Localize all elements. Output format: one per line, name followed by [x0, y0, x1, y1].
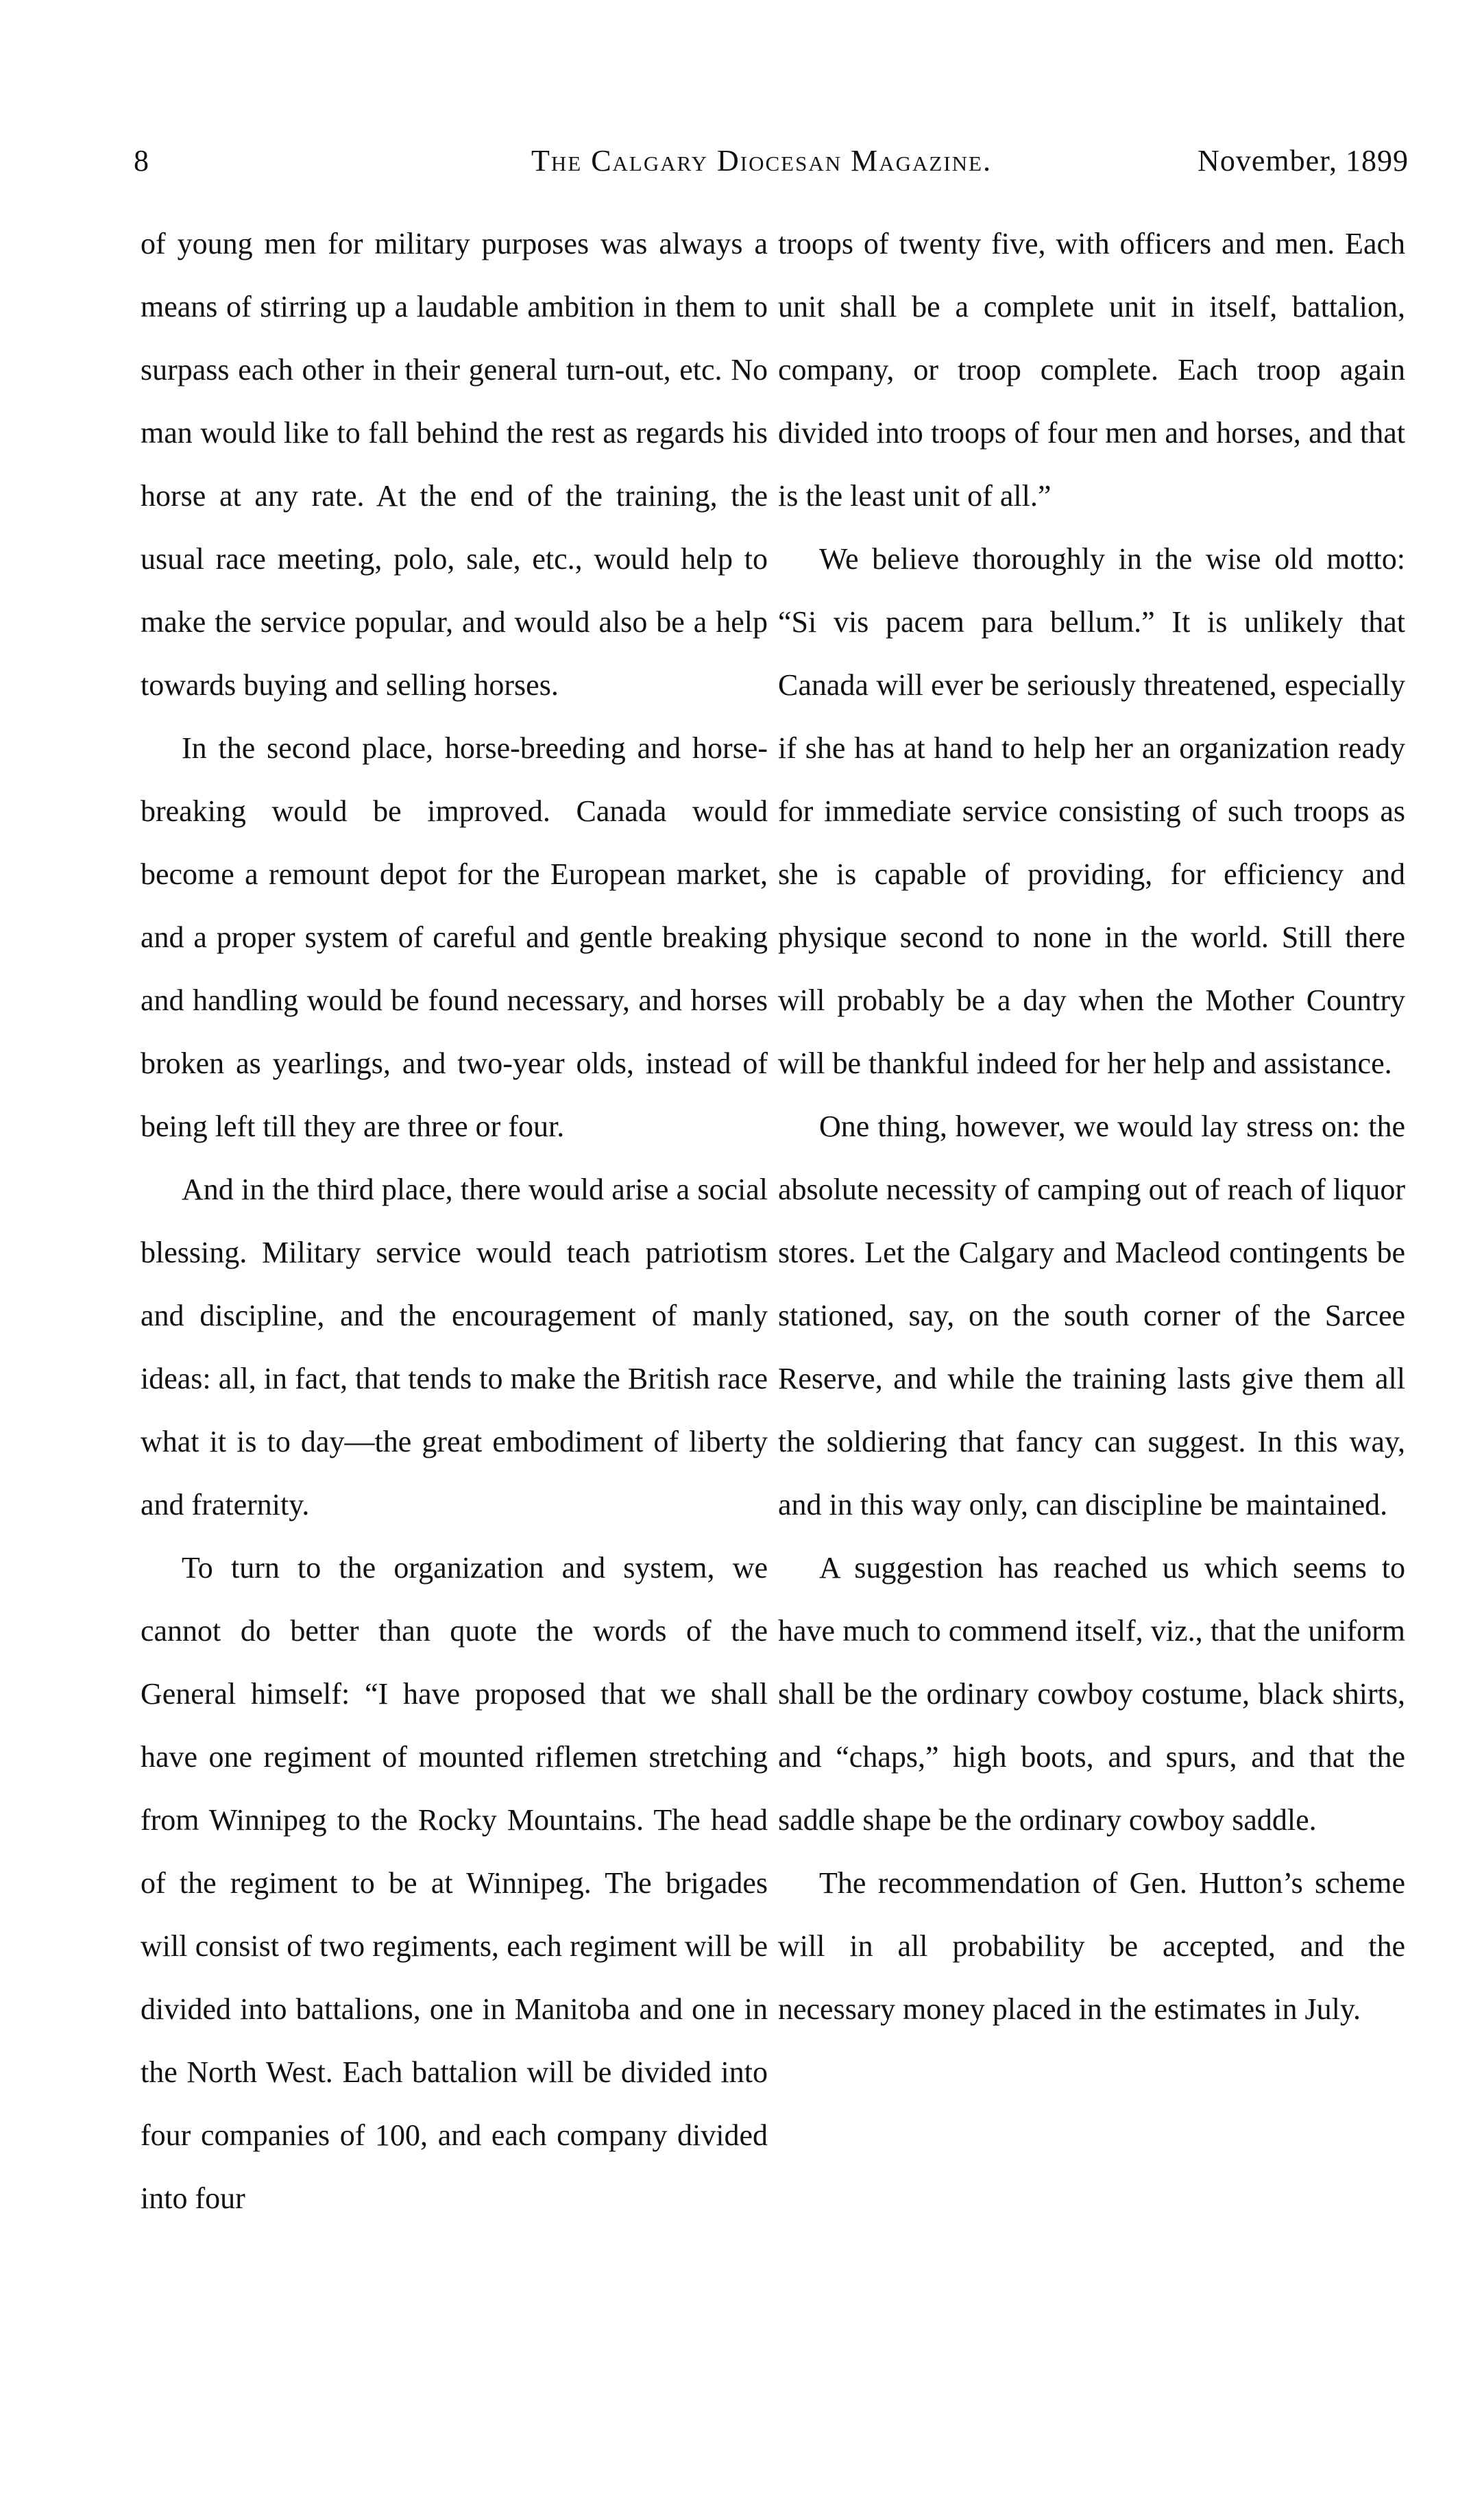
magazine-title: The Calgary Diocesan Magazine.	[531, 144, 992, 178]
issue-date: November, 1899	[1198, 144, 1409, 178]
paragraph: In the second place, horse-breeding and horse-breaking would be improved. Canada would become a remount depot for the European market, and a proper system of careful and gentle breaking and handling would be found necessary, and horses broken as yearlings, and two-year olds, instead of being left till they are three or four.	[141, 731, 768, 1143]
paragraph: A suggestion has reached us which seems to have much to commend itself, viz., that the uniform shall be the ordinary cowboy costume, black shirts, and “chaps,” high boots, and spurs, and that the saddle shape be the ordinary cowboy saddle.	[778, 1551, 1405, 1837]
paragraph: of young men for military purposes was always a means of stirring up a laudable ambition in them to surpass each other in their general turn-out, etc. No man would like to fall behind the rest as regards his horse at any rate. At the end of the training, the usual race meeting, polo, sale, etc., would help to make the service popular, and would also be a help towards buying and selling horses.	[141, 227, 768, 702]
paragraph: To turn to the organization and system, we cannot do better than quote the words of the General himself: “I have proposed that we shall have one regiment of mounted riflemen stretching from Winnipeg to the Rocky Mountains. The head of the regiment to be at Winnipeg. The brigades will consist of two regiments, each regiment will be divided into battalions, one in Manitoba and one in the North West. Each battalion will be divided into four companies of 100, and each company divided into four	[141, 1551, 768, 2215]
left-column	[141, 212, 768, 2230]
paragraph: One thing, however, we would lay stress on: the absolute necessity of camping out of reach of liquor stores. Let the Calgary and Macleod contingents be stationed, say, on the south corner of the Sarcee Reserve, and while the training lasts give them all the soldiering that fancy can suggest. In this way, and in this way only, can discipline be maintained.	[778, 1110, 1405, 1521]
page-header	[134, 137, 1409, 185]
paragraph: troops of twenty five, with officers and men. Each unit shall be a complete unit in itself, battalion, company, or troop complete. Each troop again divided into troops of four men and horses, and that is the least unit of all.”	[778, 227, 1405, 513]
page-number: 8	[134, 144, 149, 178]
paragraph: And in the third place, there would arise a social blessing. Military service would teach patriotism and discipline, and the encouragement of manly ideas: all, in fact, that tends to make the British race what it is to day—the great embodiment of liberty and fraternity.	[141, 1173, 768, 1521]
right-column	[778, 212, 1405, 2041]
paragraph: We believe thoroughly in the wise old motto: “Si vis pacem para bellum.” It is unlikely that Canada will ever be seriously threatened, especially if she has at hand to help her an organization ready for immediate service consisting of such troops as she is capable of providing, for efficiency and physique second to none in the world. Still there will probably be a day when the Mother Country will be thankful indeed for her help and assistance.	[778, 542, 1405, 1080]
paragraph: The recommendation of Gen. Hutton’s scheme will in all probability be accepted, and the necessary money placed in the estimates in July.	[778, 1866, 1405, 2026]
